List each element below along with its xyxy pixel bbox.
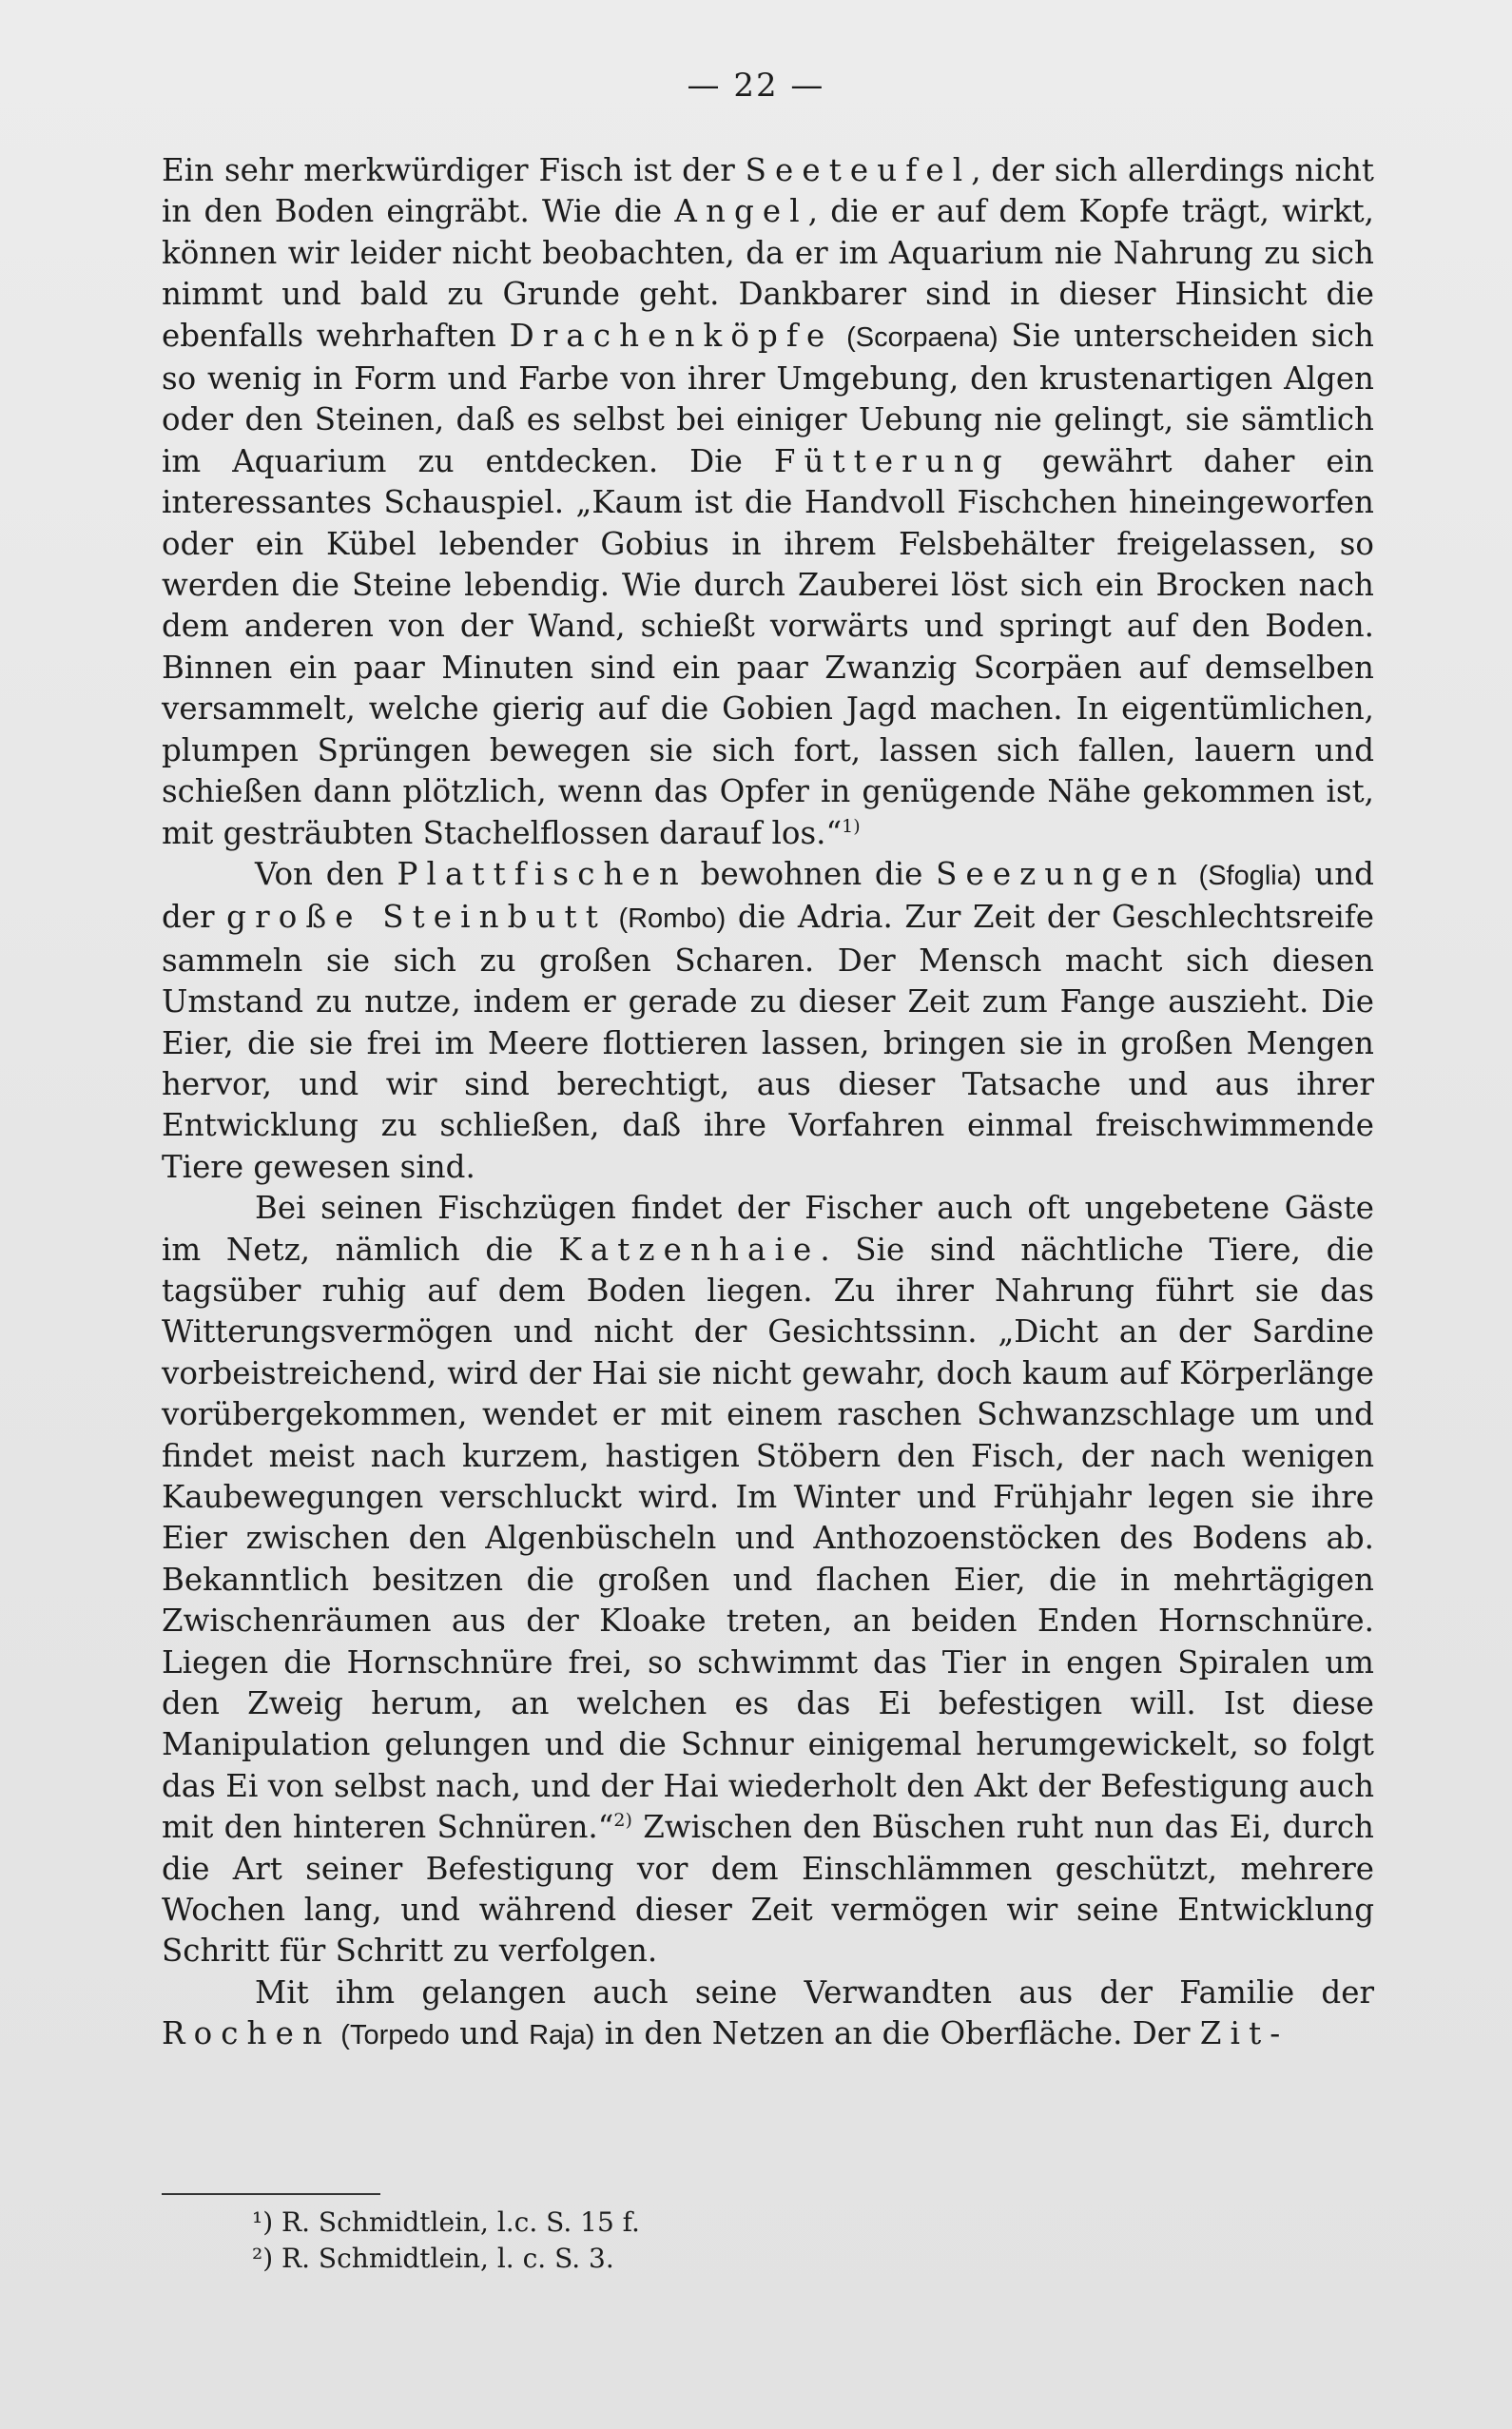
body-text [162,150,1374,2057]
text-run: die Adria. Zur Zeit der Geschlechtsreife sammeln sie sich zu großen Scharen. Der Mensch macht sich diesen Umstand zu nutze, indem er gerade zu dieser Zeit zum Fange auszieht. Die Eier, die sie frei im Meere flottieren lassen, bringen sie in großen Mengen hervor, und wir sind berechtigt, aus dieser Tatsache und aus ihrer Entwicklung zu schließen, daß ihre Vorfahren einmal freischwimmende Tiere gewesen sind. [162,899,1374,1185]
text-run [1186,856,1199,892]
emphasized-term: Seezungen [936,855,1186,892]
emphasized-term: Zit- [1199,2015,1289,2052]
footnote-marker: 2) [613,1810,632,1832]
text-run [331,2015,340,2051]
paragraph-2 [162,854,1374,1188]
text-run: , der sich allerdings nicht in den Boden eingräbt. Wie die [162,152,1374,230]
paragraph-1 [162,150,1374,854]
emphasized-term: Katzenhaie [558,1231,821,1268]
text-run [607,899,619,935]
text-run: in den Netzen an die Oberfläche. Der [594,2015,1200,2052]
page-number: — 22 — [687,67,825,105]
text-run [833,318,846,354]
latin-name: (Torpedo [340,2020,450,2051]
latin-name: (Sfoglia) [1198,860,1302,891]
text-run: . Sie sind nächtliche Tiere, die tagsüber ruhig auf dem Boden liegen. Zu ihrer Nahrung führt sie das Witterungsvermögen und nicht der Gesichtssinn. „Dicht an der Sardine vorbeistreichend, wird der Hai sie nicht gewahr, doch kaum auf Körperlänge vorübergekommen, wendet er mit einem raschen Schwanzschlage um und findet meist nach kurzem, hastigen Stöbern den Fisch, der nach wenigen Kaubewegungen verschluckt wird. Im Winter und Frühjahr legen sie ihre Eier zwischen den Algenbüscheln und Anthozoenstöcken des Bodens ab. Bekanntlich besitzen die großen und flachen Eier, die in mehrtägigen Zwischenräumen aus der Kloake treten, an beiden Enden Hornschnüre. Liegen die Hornschnüre frei, so schwimmt das Tier in engen Spiralen um den Zweig herum, an welchen es das Ei befestigen will. Ist diese Manipulation gelungen und die Schnur einigemal herumgewickelt, so folgt das Ei von selbst nach, und der Hai wiederholt den Akt der Befestigung auch mit den hinteren Schnüren.“ [162,1231,1374,1846]
text-run: Bei seinen Fischzügen findet der Fischer auch oft ungebetene Gäste im Netz, nämlich die [162,1190,1374,1268]
paragraph-4 [162,1972,1374,2057]
emphasized-term: Fütterung [773,442,1011,479]
paragraph-3 [162,1188,1374,1972]
text-run: und [449,2015,530,2052]
text-run: Zwischen den Büschen ruht nun das Ei, durch die Art seiner Befestigung vor dem Einschlämmen geschützt, mehrere Wochen lang, und während dieser Zeit vermögen wir seine Entwicklung Schritt für Schritt zu verfolgen. [162,1809,1374,1970]
text-run: Sie unterscheiden sich so wenig in Form und Farbe von ihrer Umgebung, den krustenartigen Algen oder den Steinen, daß es selbst bei einiger Uebung nie gelingt, sie sämtlich im Aquarium zu entdecken. Die [162,317,1374,479]
latin-name: (Scorpaena) [846,321,998,353]
text-run: , die er auf dem Kopfe trägt, wirkt, können wir leider nicht beobachten, da er im Aquarium nie Nahrung zu sich nimmt und bald zu Grunde geht. Dankbarer sind in dieser Hinsicht die ebenfalls wehrhaften [162,193,1374,354]
text-run: bewohnen die [687,855,937,892]
latin-name: (Rombo) [618,904,727,935]
text-run: Ein sehr merkwürdiger Fisch ist der [162,152,746,188]
emphasized-term: Rochen [162,2015,331,2052]
footnote-marker: 1) [842,815,861,837]
footnotes [252,2205,1108,2277]
emphasized-term: Angel [674,193,808,230]
emphasized-term: Drachenköpfe [509,317,834,354]
text-run: gewährt daher ein interessantes Schauspiel. „Kaum ist die Handvoll Fischchen hineingeworfen oder ein Kübel lebender Gobius in ihrem Felsbehälter freigelassen, so werden die Steine lebendig. Wie durch Zauberei löst sich ein Brocken nach dem anderen von der Wand, schießt vorwärts und springt auf den Boden. Binnen ein paar Minuten sind ein paar Zwanzig Scorpäen auf demselben versammelt, welche gierig auf die Gobien Jagd machen. In eigentümlichen, plumpen Sprüngen bewegen sie sich fort, lassen sich fallen, lauern und schießen dann plötzlich, wenn das Opfer in genügende Nähe gekommen ist, mit gesträubten Stachelflossen darauf los.“ [162,442,1374,851]
text-run: Mit ihm gelangen auch seine Verwandten aus der Familie der [255,1973,1374,2011]
emphasized-term: große Steinbutt [226,899,607,936]
footnote-divider [162,2193,380,2195]
footnote-2: ²) R. Schmidtlein, l. c. S. 3. [252,2243,614,2274]
emphasized-term: Plattfischen [397,855,688,892]
text-run: und der [162,855,1374,936]
text-run: Von den [255,855,397,892]
footnote-1: ¹) R. Schmidtlein, l.c. S. 15 f. [252,2206,640,2238]
latin-name: Raja) [529,2020,595,2051]
emphasized-term: Seeteufel [745,152,972,188]
